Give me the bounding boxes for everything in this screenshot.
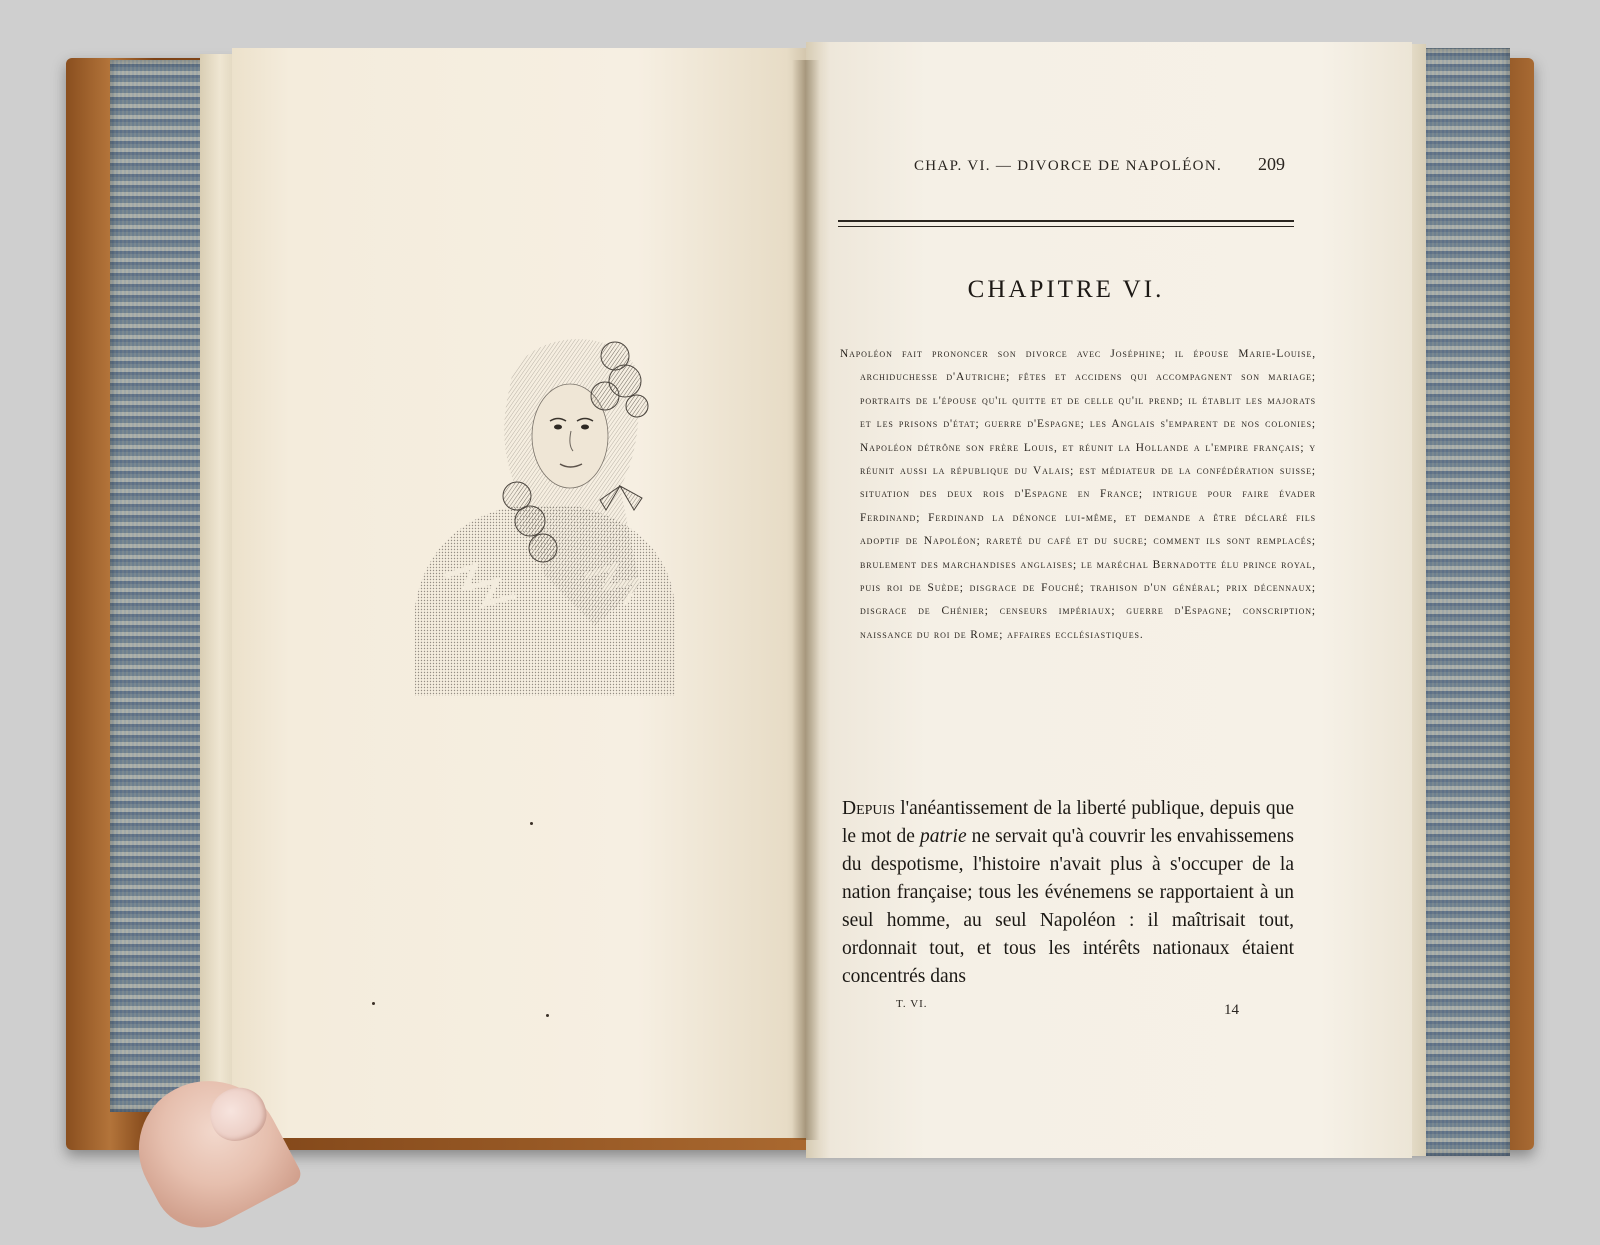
page-number: 209 — [1258, 154, 1285, 174]
paper-speck — [546, 1014, 549, 1017]
body-text-part1: l'anéantissement de la liberté publique, depuis que le mot de — [842, 798, 1294, 847]
body-text-part2: ne servait qu'à couvrir les envahissemens du despotisme, l'histoire n'avait plus à s'occuper de la nation française; tous les événemens se rapportaient à un seul homme, au seul Napoléon : il maîtrisait tout, ordonnait tout, et tous les intérêts nationaux étaient concentrés dans — [842, 826, 1294, 987]
header-rule-thin — [838, 226, 1294, 227]
chapter-summary: Napoléon fait prononcer son divorce avec Joséphine; il épouse Marie-Louise, archiduchesse d'Autriche; fêtes et accidens qui accompagnent son mariage; portraits de l'épouse qu'il quitte et de celle qu'il prend; il établit les majorats et les prisons d'état; guerre d'Espagne; les Anglais s'emparent de nos colonies; Napoléon détrône son frère Louis, et réunit la Hollande a l'empire français; y réunit aussi la république du Valais; est médiateur de la confédération suisse; situation des deux rois d'Espagne en France; intrigue pour faire évader Ferdinand; Ferdinand la dénonce lui-même, et demande a être déclaré fils adoptif de Napoléon; rareté du café et du sucre; comment ils sont remplacés; brulement des marchandises anglaises; le maréchal Bernadotte élu prince royal, puis roi de Suède; disgrace de Fouché; trahison d'un général; prix décennaux; disgrace de Chénier; censeurs impériaux; guerre d'Espagne; conscription; naissance du roi de Rome; affaires ecclésiastiques. — [840, 348, 1316, 641]
signature-number: 14 — [1224, 1002, 1239, 1018]
chapter-title: CHAPITRE VI. — [967, 276, 1165, 303]
paper-speck — [530, 822, 533, 825]
signature-mark: T. VI. — [896, 998, 928, 1010]
header-rule — [838, 220, 1294, 222]
paper-speck — [372, 1002, 375, 1005]
body-paragraph — [842, 795, 1294, 991]
marbled-page-edge-right — [1420, 48, 1510, 1156]
body-first-word: Depuis — [842, 798, 895, 819]
engraved-portrait-illustration — [405, 326, 685, 696]
book-gutter — [792, 60, 820, 1140]
body-italic-word: patrie — [920, 826, 967, 847]
running-head: CHAP. VI. — DIVORCE DE NAPOLÉON. — [914, 158, 1222, 174]
